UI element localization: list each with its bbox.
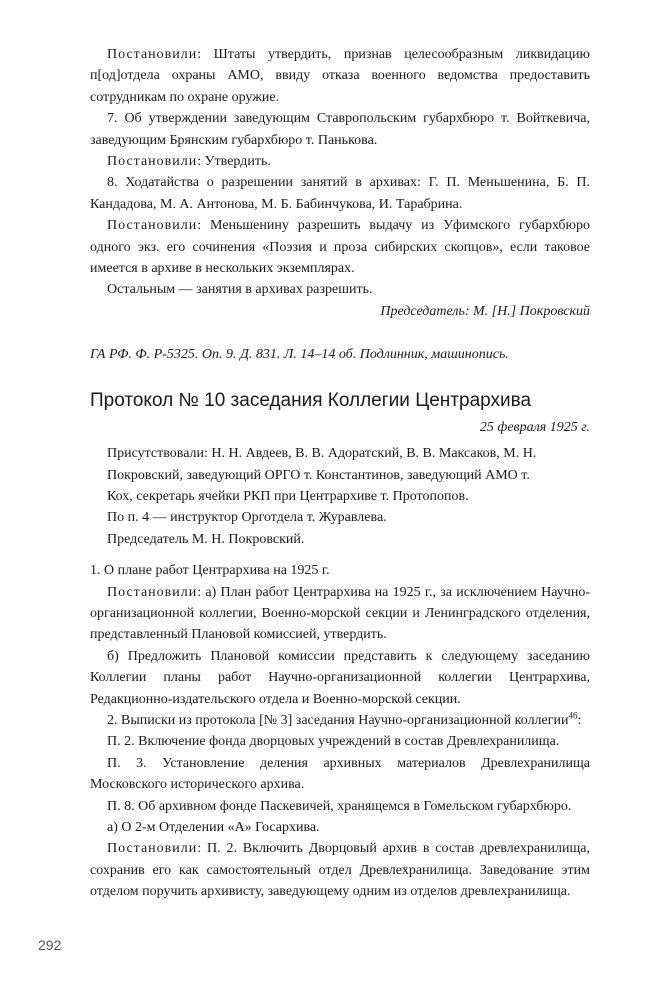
agenda-item-8: 8. Ходатайства о разрешении занятий в архивах: Г. П. Меньшенина, Б. П. Кандадова, М. А. Антонова, М. Б. Бабинчукова, И. Тарабрина.	[90, 175, 590, 212]
agenda-item-2-end: :	[577, 712, 582, 728]
point-8a: а) О 2-м Отделении «А» Госархива.	[107, 820, 320, 835]
resolution-paragraph	[90, 215, 590, 279]
resolution-paragraph	[90, 582, 590, 646]
resolution-text: : Штаты утвердить, признав целесообразным ликвидацию п[од]отдела охраны АМО, ввиду отказа военного ведомства предоставить сотрудникам по охране оружие.	[90, 47, 590, 105]
protocol-date: 25 февраля 1925 г.	[479, 419, 590, 435]
resolution-label: Постановили	[107, 218, 198, 234]
resolution-label: Постановили	[107, 47, 198, 62]
signature: Председатель: М. [Н.] Покровский	[380, 303, 590, 319]
resolution-text: : Утвердить.	[197, 154, 271, 170]
agenda-item-2	[90, 710, 590, 731]
attendees-block	[90, 443, 590, 550]
protocol-title: Протокол № 10 заседания Коллегии Центрархива	[90, 389, 532, 411]
agenda-item-7: 7. Об утверждении заведующим Ставропольским губархбюро т. Войткевича, заведующим Брянским губархбюро т. Панькова.	[90, 111, 590, 148]
point-3: П. 3. Установление деления архивных материалов Древлехранилища Московского исторического архива.	[90, 755, 590, 793]
agenda-item-2-text: 2. Выписки из протокола [№ 3] заседания Научно-организационной коллегии	[107, 712, 569, 728]
footnote-ref: 46	[568, 710, 578, 721]
resolution-text: : П. 2. Включить Дворцовый архив в состав древлехранилища, сохранив его как самостоятельный отдел Древлехранилища. Заведование этим отделом поручить архивисту, заведующему одним из отделов древлехранилища.	[90, 841, 590, 900]
resolution-b: б) Предложить Плановой комиссии представить к следующему заседанию Коллегии планы работ Научно-организационной коллегии Центрархива, Редакционно-издательского отдела и Военно-морской секции.	[90, 648, 590, 707]
page-content	[90, 44, 590, 903]
resolution-paragraph	[90, 151, 590, 172]
resolution-text: : Меньшенину разрешить выдачу из Уфимского губархбюро одного экз. его сочинения «Поэзия и проза сибирских скопцов», если таковое имеется в архиве в нескольких экземплярах.	[90, 218, 590, 277]
point-8: П. 8. Об архивном фонде Паскевичей, хранящемся в Гомельском губархбюро.	[107, 798, 572, 814]
resolution-label: Постановили	[107, 584, 198, 600]
resolution-paragraph	[90, 838, 590, 902]
page-number: 292	[38, 937, 62, 953]
chairman: Председатель М. Н. Покровский.	[107, 531, 305, 547]
attendees-extra: По п. 4 — инструктор Орготдела т. Журавлева.	[107, 510, 387, 526]
resolution-text: : а) План работ Центрархива на 1925 г., за исключением Научно-организационной коллегии, Военно-морской секции и Ленинградского отделения, представленный Плановой комиссией, утвердить.	[90, 584, 590, 643]
point-2: П. 2. Включение фонда дворцовых учреждений в состав Древлехранилища.	[107, 734, 560, 750]
resolution-label: Постановили	[107, 841, 198, 857]
others-paragraph: Остальным — занятия в архивах разрешить.	[107, 282, 373, 298]
archival-source: ГА РФ. Ф. Р-5325. Оп. 9. Д. 831. Л. 14–14 об. Подлинник, машинопись.	[90, 347, 509, 363]
agenda-item-1: 1. О плане работ Центрархива на 1925 г.	[90, 563, 330, 579]
resolution-paragraph	[90, 44, 590, 108]
attendees-list: Присутствовали: Н. Н. Авдеев, В. В. Адоратский, В. В. Максаков, М. Н. Покровский, заведующий ОРГО т. Константинов, заведующий АМО т. Кох, секретарь ячейки РКП при Центрархиве т. Протопопов.	[107, 446, 537, 504]
resolution-label: Постановили	[107, 154, 198, 170]
